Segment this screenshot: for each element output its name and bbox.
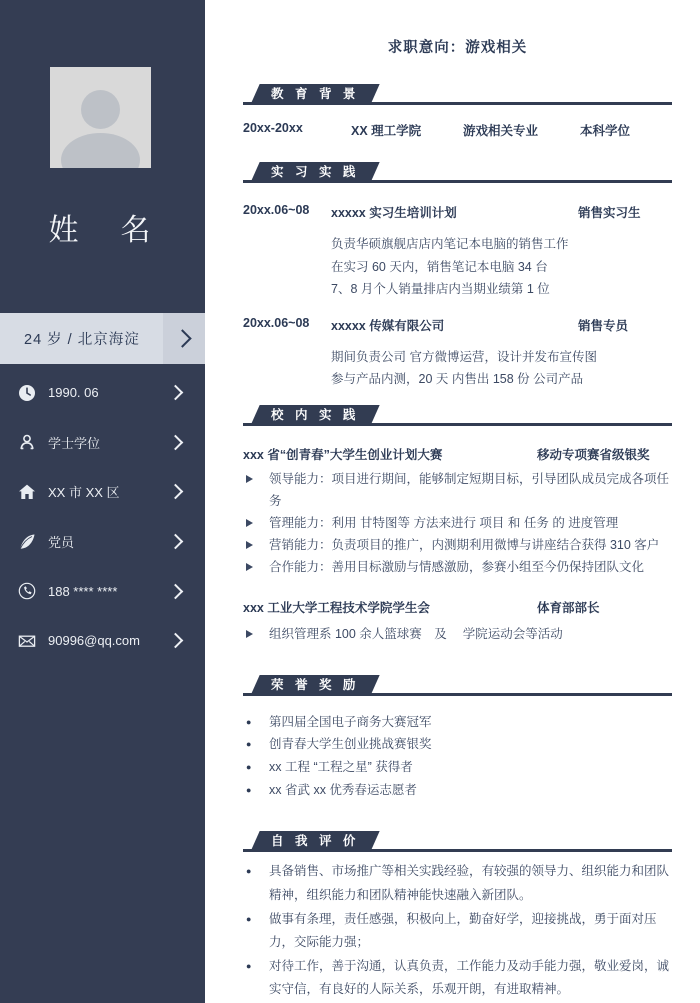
section-header-campus <box>243 405 672 426</box>
bullet-text: 营销能力：负责项目的推广，内测期利用微博与讲座结合获得 310 客户 <box>269 537 660 552</box>
detail-line: 7、8 月个人销量排店内当期业绩第 1 位 <box>331 282 550 296</box>
education-period: 20xx-20xx <box>243 121 303 135</box>
bullet-text: xx 工程 “工程之星” 获得者 <box>269 759 413 774</box>
campus-bullet-list <box>243 623 672 645</box>
bullet-item <box>243 908 672 955</box>
section-header-self-evaluation <box>243 831 672 852</box>
education-row <box>243 121 672 139</box>
detail-line: 参与产品内测，20 天 内售出 158 份 公司产品 <box>331 372 584 386</box>
age-city-label: 24 岁 / 北京海淀 <box>24 332 140 348</box>
home-icon <box>18 483 40 501</box>
section-tab <box>250 162 380 183</box>
bullet-item <box>243 756 672 779</box>
section-header-education <box>243 84 672 105</box>
section-header-honors <box>243 675 672 696</box>
contact-item-phone <box>0 566 205 616</box>
internship-entry-head <box>243 316 672 334</box>
entry-org: xxxxx 实习生培训计划 <box>331 206 457 220</box>
feather-icon <box>18 533 40 551</box>
detail-line: 在实习 60 天内，销售笔记本电脑 34 台 <box>331 259 548 274</box>
bullet-text: 管理能力：利用 甘特图等 方法来进行 项目 和 任务 的 进度管理 <box>269 515 619 530</box>
entry-role: 销售专员 <box>578 318 629 333</box>
phone-icon <box>18 582 40 600</box>
dot-bullet-icon: ● <box>246 913 252 924</box>
chevron-right-icon <box>168 385 184 401</box>
sidebar <box>0 0 205 1003</box>
bullet-item <box>243 733 672 756</box>
chevron-right-icon <box>168 633 184 649</box>
honors-bullet-list <box>243 711 672 802</box>
contact-item-email <box>0 616 205 666</box>
entry-period: 20xx.06~08 <box>243 203 310 217</box>
dot-bullet-icon: ● <box>246 866 252 877</box>
bullet-text: 创青春大学生创业挑战赛银奖 <box>269 737 432 752</box>
bullet-item <box>243 512 672 534</box>
contact-item-party <box>0 517 205 567</box>
campus-entry-head <box>243 445 672 463</box>
section-title: 校 内 实 践 <box>271 407 360 422</box>
entry-org: xxx 省“创青春”大学生创业计划大赛 <box>243 447 443 462</box>
education-major: 游戏相关专业 <box>463 124 539 138</box>
internship-entry-details <box>331 233 672 301</box>
campus-bullet-list <box>243 468 672 578</box>
section-title: 荣 誉 奖 励 <box>271 677 360 692</box>
bullet-text: xx 省武 xx 优秀春运志愿者 <box>269 782 417 797</box>
bullet-item <box>243 955 672 1002</box>
section-tab <box>250 84 380 105</box>
bullet-item <box>243 623 672 645</box>
candidate-name: 姓 名 <box>48 214 157 247</box>
arrow-bullet-icon <box>243 556 269 578</box>
contact-label: 党员 <box>48 535 75 551</box>
bullet-item <box>243 468 672 512</box>
arrow-bullet-icon <box>243 534 269 556</box>
bullet-item <box>243 711 672 734</box>
entry-role: 销售实习生 <box>578 206 641 220</box>
contact-label: 学士学位 <box>48 435 101 451</box>
photo-placeholder <box>50 67 151 168</box>
dot-bullet-icon: ● <box>246 761 252 772</box>
contact-item-address <box>0 467 205 517</box>
contact-label: XX 市 XX 区 <box>48 485 120 501</box>
chevron-right-icon <box>173 329 191 347</box>
chevron-right-icon <box>168 583 184 599</box>
bullet-text: 领导能力：项目进行期间，能够制定短期目标，引导团队成员完成各项任务 <box>269 471 670 508</box>
internship-entry-head <box>243 203 672 221</box>
self-evaluation-bullet-list <box>243 860 672 1002</box>
dot-bullet-icon: ● <box>246 716 252 727</box>
campus-entry-head <box>243 598 672 616</box>
section-tab <box>250 831 380 852</box>
entry-period: 20xx.06~08 <box>243 315 310 330</box>
arrow-bullet-icon <box>243 468 269 512</box>
entry-role: 移动专项赛省级银奖 <box>537 447 650 462</box>
arrow-bullet-icon <box>243 623 269 645</box>
chevron-right-icon <box>168 435 184 451</box>
bullet-item <box>243 779 672 802</box>
education-school: XX 理工学院 <box>351 124 422 138</box>
contact-item-degree <box>0 418 205 468</box>
dot-bullet-icon: ● <box>246 784 252 795</box>
entry-org: xxxxx 传媒有限公司 <box>331 318 445 333</box>
bullet-text: 第四届全国电子商务大赛冠军 <box>269 714 432 729</box>
education-degree: 本科学位 <box>580 124 631 138</box>
bullet-text: 具备销售、市场推广等相关实践经验，有较强的领导力、组织能力和团队精神，组织能力和团队精神能快速融入新团队。 <box>269 864 670 902</box>
clock-icon <box>18 384 40 402</box>
main-content <box>205 0 700 1003</box>
entry-role: 体育部部长 <box>537 600 600 615</box>
graduate-icon <box>18 433 40 451</box>
contact-item-birthdate <box>0 368 205 418</box>
arrow-bullet-icon <box>243 512 269 534</box>
dot-bullet-icon: ● <box>246 739 252 750</box>
bullet-text: 合作能力：善用目标激励与情感激励，参赛小组至今仍保持团队文化 <box>269 559 645 574</box>
dot-bullet-icon: ● <box>246 960 252 971</box>
entry-org: xxx 工业大学工程技术学院学生会 <box>243 600 430 615</box>
info-band-chevron-cell <box>163 313 205 364</box>
internship-entry-details <box>331 346 672 391</box>
bullet-item <box>243 860 672 907</box>
mail-icon <box>18 632 40 650</box>
bullet-item <box>243 534 672 556</box>
bullet-text: 做事有条理，责任感强，积极向上，勤奋好学，迎接挑战，勇于面对压力，交际能力强； <box>269 911 657 950</box>
section-title: 教 育 背 景 <box>271 87 360 101</box>
section-title: 实 习 实 践 <box>271 165 360 179</box>
section-header-internship <box>243 162 672 183</box>
contact-list <box>0 368 205 666</box>
info-band <box>0 313 205 364</box>
section-title: 自 我 评 价 <box>271 834 360 849</box>
contact-label: 1990. 06 <box>48 385 99 401</box>
detail-line: 负责华硕旗舰店店内笔记本电脑的销售工作 <box>331 237 569 251</box>
contact-label: 90996@qq.com <box>48 633 140 649</box>
chevron-right-icon <box>168 534 184 550</box>
job-intention: 求职意向：游戏相关 <box>387 40 528 56</box>
chevron-right-icon <box>168 484 184 500</box>
bullet-item <box>243 556 672 578</box>
bullet-text: 组织管理系 100 余人篮球赛 及 学院运动会等活动 <box>269 626 563 641</box>
section-tab <box>250 405 380 426</box>
contact-label: 188 **** **** <box>48 583 118 599</box>
detail-line: 期间负责公司 官方微博运营，设计并发布宣传图 <box>331 349 597 364</box>
section-tab <box>250 675 380 696</box>
bullet-text: 对待工作，善于沟通，认真负责，工作能力及动手能力强，敬业爱岗，诚实守信，有良好的人际关系，乐观开朗，有进取精神。 <box>269 958 670 997</box>
